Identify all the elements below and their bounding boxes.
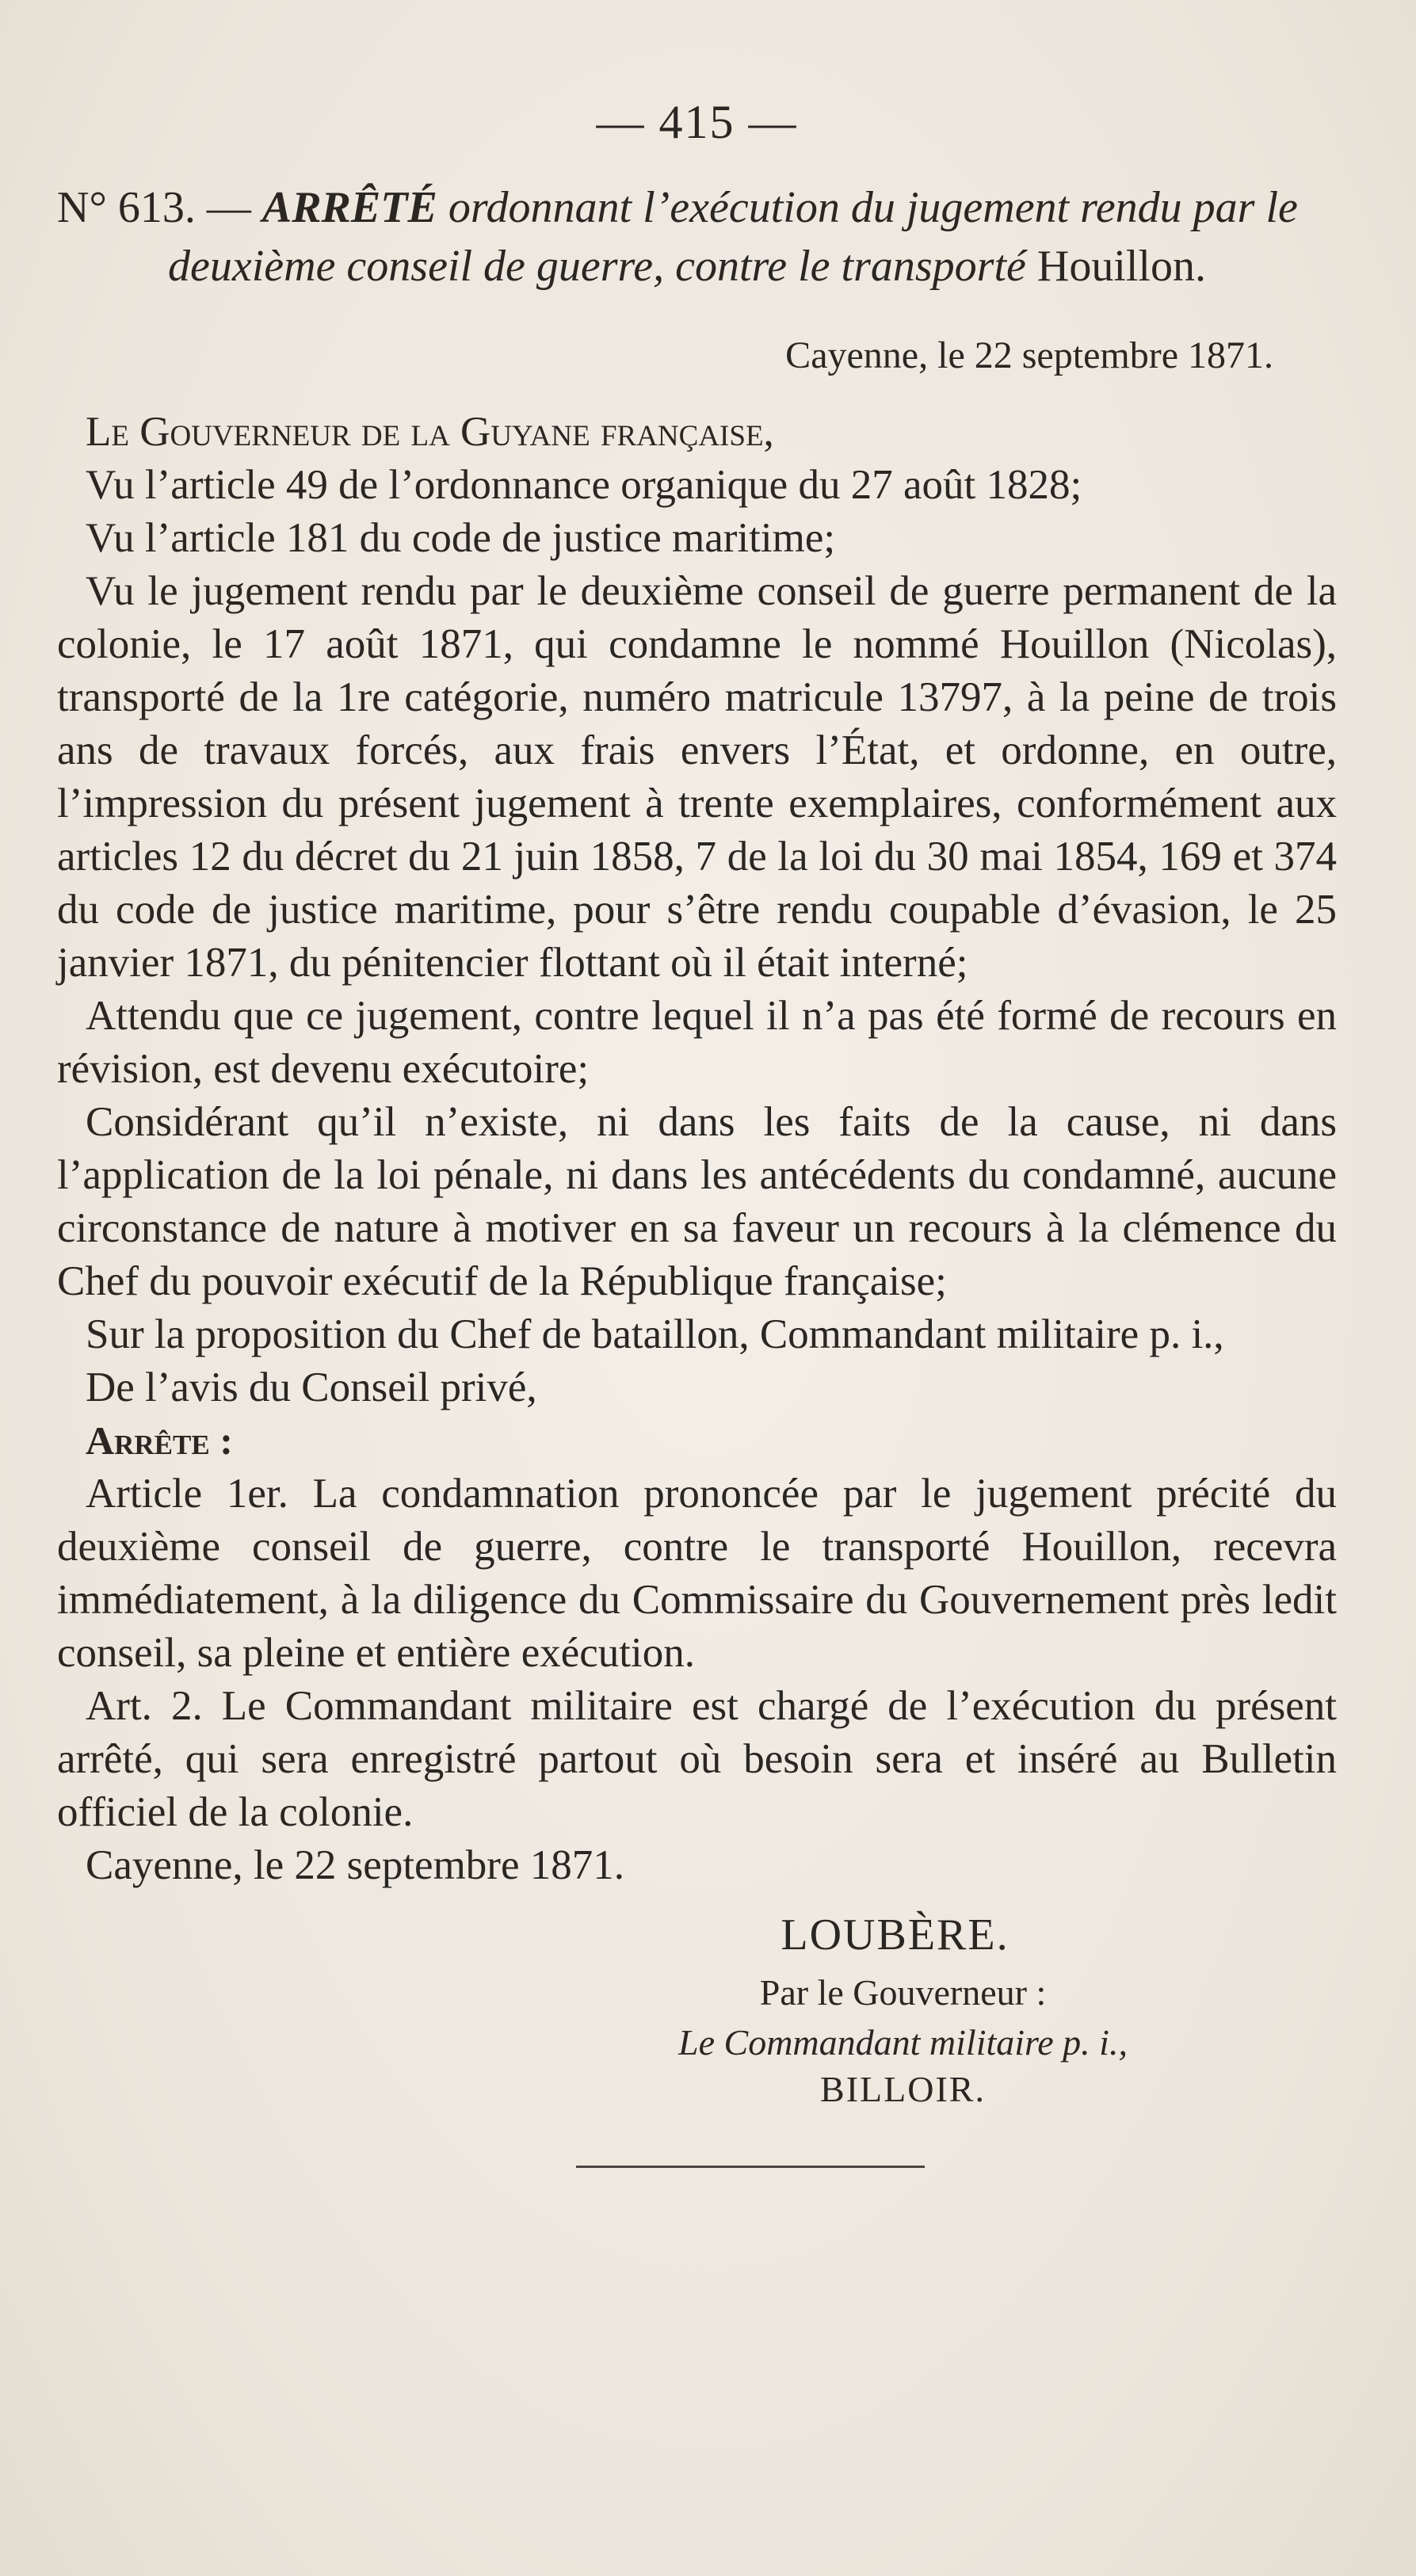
document-heading (57, 178, 1337, 296)
paragraph-considerant: Considérant qu’il n’existe, ni dans les faits de la cause, ni dans l’application de la loi pénale, ni dans les antécédents du condamné, aucune circonstance de nature à motiver en sa faveur un recours à la clémence du Chef du pouvoir exécutif de la République française; (57, 1099, 1337, 1304)
signature-by: Par le Gouverneur : (759, 1972, 1047, 2013)
article-1: Article 1er. La condamnation prononcée par le jugement précité du deuxième conseil de guerre, contre le transporté Houillon, recevra immédiatement, à la diligence du Commissaire du Gouvernement près ledit conseil, sa pleine et entière exécution. (57, 1471, 1337, 1676)
paragraph-vu-181: Vu l’article 181 du code de justice maritime; (86, 515, 836, 561)
dateline: Cayenne, le 22 septembre 1871. (785, 334, 1273, 376)
arrete-label: Arrête : (86, 1418, 233, 1463)
signature-role: Le Commandant militaire p. i., (678, 2022, 1128, 2063)
heading-name: Houillon. (1036, 242, 1206, 291)
paragraph-avis: De l’avis du Conseil privé, (86, 1364, 537, 1410)
paragraph-governor: Le Gouverneur de la Guyane française, (86, 409, 774, 455)
heading-description: ordonnant l’exécution du jugement rendu par le deuxième conseil de guerre, contre le transporté (168, 183, 1298, 291)
article-2: Art. 2. Le Commandant militaire est chargé de l’exécution du présent arrêté, qui sera enregistré partout où besoin sera et inséré au Bulletin officiel de la colonie. (57, 1683, 1337, 1835)
paragraph-vu-jugement: Vu le jugement rendu par le deuxième conseil de guerre permanent de la colonie, le 17 août 1871, qui condamne le nommé Houillon (Nicolas), transporté de la 1re catégorie, numéro matricule 13797, à la peine de trois ans de travaux forcés, aux frais envers l’État, et ordonne, en outre, l’impression du présent jugement à trente exemplaires, conformément aux articles 12 du décret du 21 juin 1858, 7 de la loi du 30 mai 1854, 169 et 374 du code de justice maritime, pour s’être rendu coupable d’évasion, le 25 janvier 1871, du pénitencier flottant où il était interné; (57, 568, 1337, 986)
closing-date: Cayenne, le 22 septembre 1871. (86, 1842, 624, 1888)
page-number: — 415 — (596, 96, 798, 148)
signature-name: LOUBÈRE. (781, 1910, 1010, 1960)
heading-number: N° 613. — (57, 183, 251, 232)
divider-rule (576, 2166, 925, 2168)
paragraph-proposition: Sur la proposition du Chef de bataillon, Commandant militaire p. i., (86, 1311, 1224, 1357)
paragraph-vu-49: Vu l’article 49 de l’ordonnance organique du 27 août 1828; (86, 462, 1082, 508)
heading-title: ARRÊTÉ (261, 183, 437, 232)
signature-officer: BILLOIR. (820, 2069, 986, 2109)
paragraph-attendu: Attendu que ce jugement, contre lequel il n’a pas été formé de recours en révision, est devenu exécutoire; (57, 993, 1337, 1092)
